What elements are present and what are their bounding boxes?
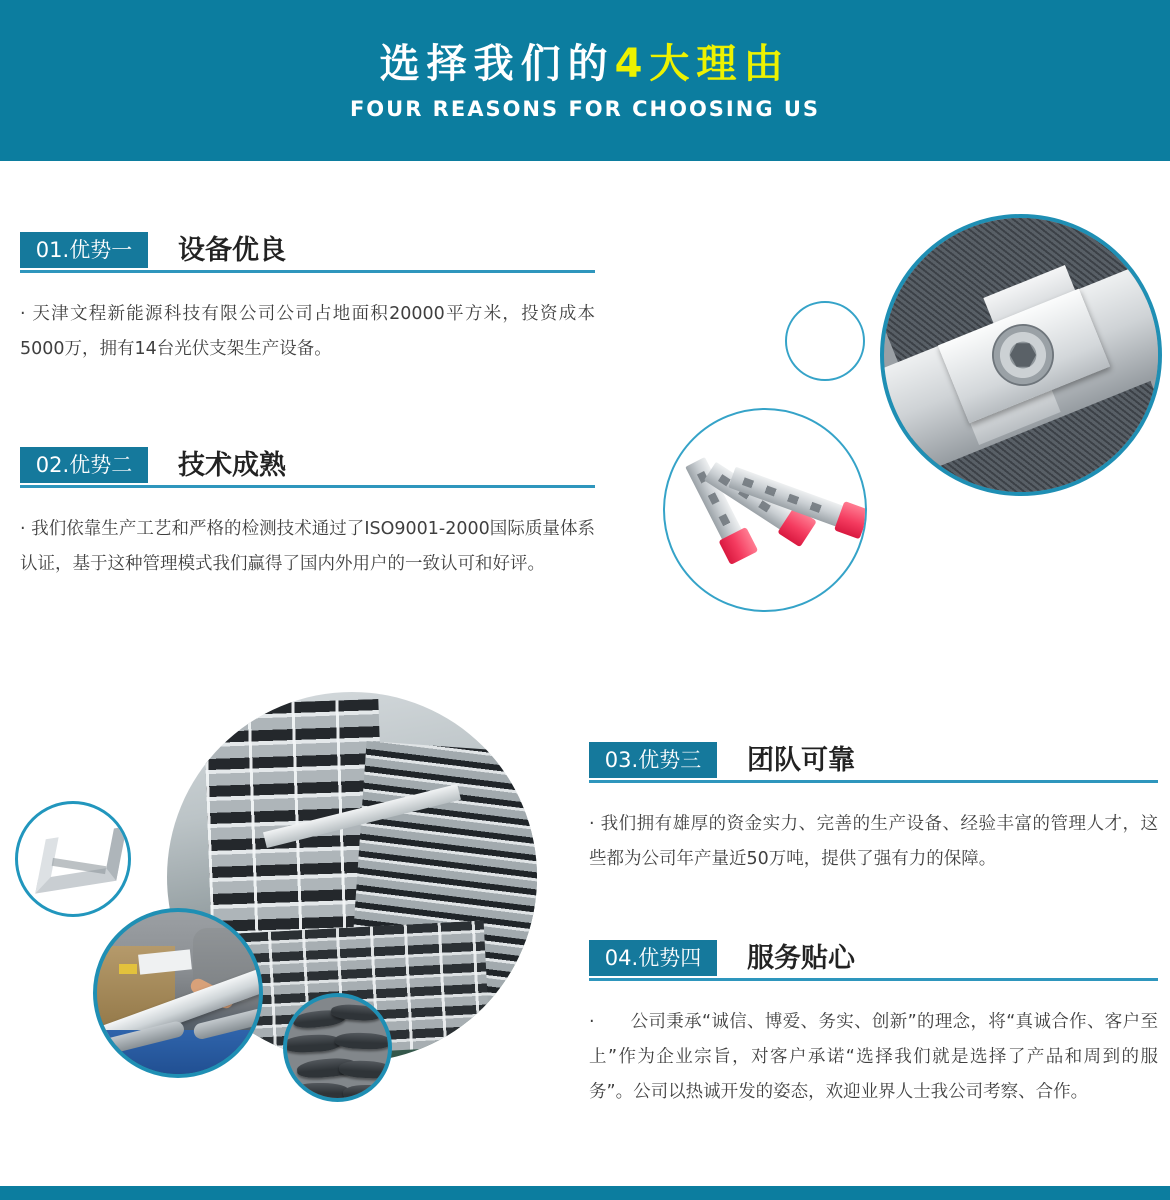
feature-badge: 01.优势一 — [20, 232, 148, 268]
page-title — [0, 41, 1170, 87]
page-title-main: 选择我们的 — [379, 41, 615, 87]
feature-body: · 我们依靠生产工艺和严格的检测技术通过了ISO9001-2000国际质量体系认证，基于这种管理模式我们赢得了国内外用户的一致认可和好评。 — [20, 519, 595, 574]
steel-bundles-photo-circle — [283, 993, 392, 1102]
factory-machine-photo-circle — [93, 908, 263, 1078]
feature-head — [20, 232, 595, 273]
steel-bundle — [283, 1033, 341, 1053]
page-title-highlight: 4大理由 — [614, 41, 791, 87]
feature-title: 团队可靠 — [747, 745, 855, 776]
feature-body: · 天津文程新能源科技有限公司公司占地面积20000平方米，投资成本5000万，拥有14台光伏支架生产设备。 — [20, 304, 595, 359]
feature-title: 技术成熟 — [178, 450, 286, 481]
feature-section-service — [589, 940, 1158, 1110]
u-channel-photo-circle — [15, 801, 131, 917]
feature-head — [589, 940, 1158, 981]
machine-detail — [119, 964, 137, 974]
feature-section-technology — [20, 447, 595, 582]
feature-badge: 03.优势三 — [589, 742, 717, 778]
feature-head — [589, 742, 1158, 783]
feature-title: 设备优良 — [178, 235, 286, 266]
steel-bundle — [335, 1032, 392, 1050]
decorative-ring-circle — [785, 301, 865, 381]
steel-bundle — [339, 1060, 392, 1080]
u-channel-profile — [35, 826, 127, 893]
feature-head — [20, 447, 595, 488]
page-subtitle: FOUR REASONS FOR CHOOSING US — [349, 97, 821, 121]
feature-body: · 公司秉承“诚信、博爱、务实、创新”的理念，将“真诚合作、客户至上”作为企业宗旨，对客户承诺“选择我们就是选择了产品和周到的服务”。公司以热诚开发的姿态，欢迎业界人士我公司考察、合作。 — [589, 1012, 1158, 1102]
feature-title: 服务贴心 — [747, 943, 855, 974]
steel-bundle — [291, 1083, 349, 1100]
papers — [138, 949, 192, 974]
feature-section-equipment — [20, 232, 595, 367]
header-banner — [0, 0, 1170, 161]
feature-badge: 02.优势二 — [20, 447, 148, 483]
feature-body: · 我们拥有雄厚的资金实力、完善的生产设备、经验丰富的管理人才，这些都为公司年产量近50万吨，提供了强有力的保障。 — [589, 814, 1158, 869]
feature-badge: 04.优势四 — [589, 940, 717, 976]
steel-bundle — [343, 1085, 392, 1101]
red-cap-brackets-photo-circle — [663, 408, 867, 612]
solar-clamp-photo-circle — [880, 214, 1162, 496]
footer-bar — [0, 1186, 1170, 1200]
feature-section-team — [589, 742, 1158, 877]
